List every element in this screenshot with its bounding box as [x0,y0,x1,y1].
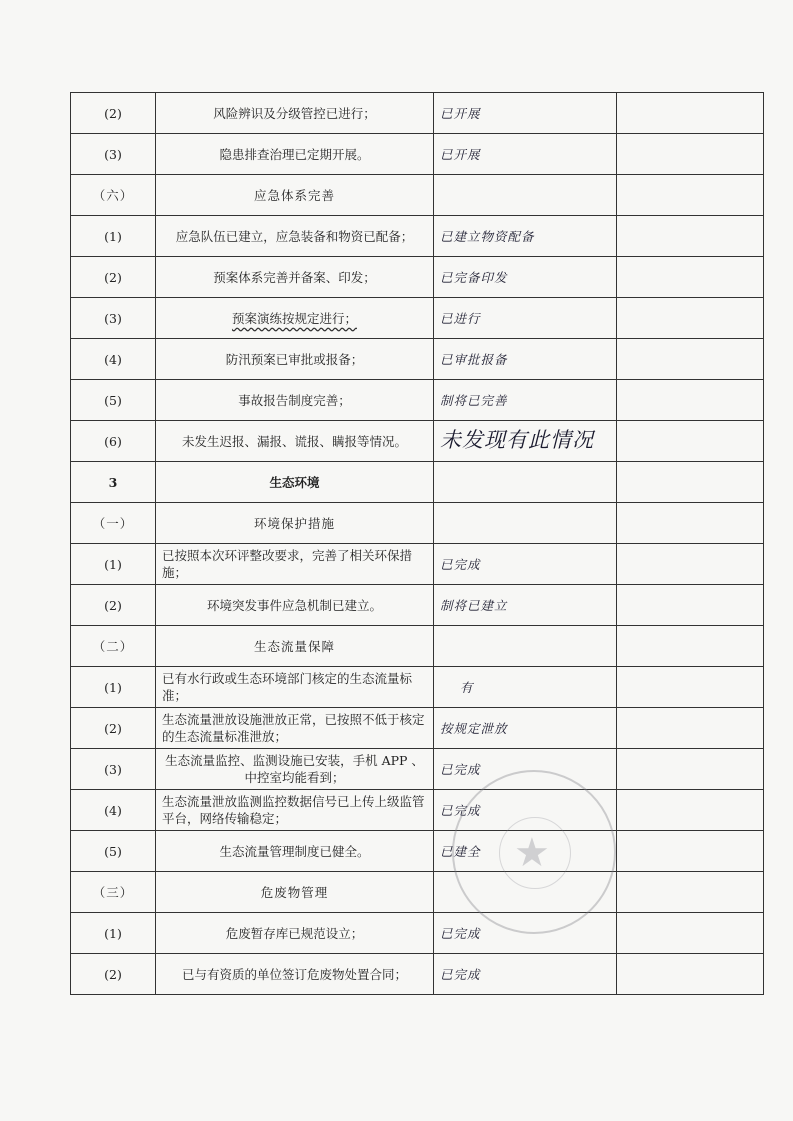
row-item: 预案体系完善并备案、印发； [156,257,434,298]
remark-cell [617,585,764,626]
remark-cell [617,339,764,380]
remark-cell [617,298,764,339]
remark-cell [617,421,764,462]
table-row [71,298,764,339]
row-item [156,298,434,339]
chapter-number: 3 [71,462,156,503]
row-number: (1) [71,913,156,954]
remark-cell [617,216,764,257]
row-item: 危废暂存库已规范设立； [156,913,434,954]
row-number: (4) [71,339,156,380]
chapter-row [71,462,764,503]
row-number: (2) [71,585,156,626]
section-number: （一） [71,503,156,544]
handwritten-result: 已完成 [434,954,617,995]
remark-cell [617,667,764,708]
row-item: 风险辨识及分级管控已进行； [156,93,434,134]
section-number: （六） [71,175,156,216]
table-row [71,913,764,954]
handwritten-result: 已开展 [434,93,617,134]
row-item: 已有水行政或生态环境部门核定的生态流量标准； [156,667,434,708]
row-number: (2) [71,93,156,134]
inspection-table [70,92,764,995]
remark-cell [617,544,764,585]
row-number: (2) [71,257,156,298]
table-row [71,544,764,585]
row-number: (2) [71,708,156,749]
remark-cell [617,175,764,216]
row-number: (3) [71,298,156,339]
row-item: 生态流量泄放监测监控数据信号已上传上级监管平台，网络传输稳定； [156,790,434,831]
table-row [71,708,764,749]
handwritten-result: 已进行 [434,298,617,339]
handwritten-result: 已完成 [434,749,617,790]
remark-cell [617,134,764,175]
remark-cell [617,954,764,995]
remark-cell [617,257,764,298]
table-row [71,93,764,134]
row-number: (2) [71,954,156,995]
row-item: 生态流量管理制度已健全。 [156,831,434,872]
section-title: 环境保护措施 [156,503,434,544]
remark-cell [617,913,764,954]
row-number: (6) [71,421,156,462]
handwritten-result [434,175,617,216]
row-number: (3) [71,749,156,790]
row-item: 生态流量泄放设施泄放正常，已按照不低于核定的生态流量标准泄放； [156,708,434,749]
wavy-underlined-item: 预案演练按规定进行； [231,310,357,326]
row-item: 隐患排查治理已定期开展。 [156,134,434,175]
row-number: (1) [71,667,156,708]
section-row [71,626,764,667]
section-row [71,872,764,913]
row-number: (5) [71,831,156,872]
handwritten-result: 已完成 [434,544,617,585]
remark-cell [617,626,764,667]
row-number: (1) [71,544,156,585]
handwritten-result: 已完备印发 [434,257,617,298]
table-row [71,134,764,175]
section-row [71,503,764,544]
table-row [71,585,764,626]
remark-cell [617,93,764,134]
handwritten-result: 未发现有此情况 [434,421,617,462]
section-title: 危废物管理 [156,872,434,913]
section-title: 应急体系完善 [156,175,434,216]
section-title: 生态流量保障 [156,626,434,667]
remark-cell [617,462,764,503]
row-item: 环境突发事件应急机制已建立。 [156,585,434,626]
table-row [71,954,764,995]
chapter-title: 生态环境 [156,462,434,503]
handwritten-result [434,503,617,544]
table-row [71,339,764,380]
handwritten-result [434,462,617,503]
table-row [71,667,764,708]
seal-star-icon: ★ [514,830,550,876]
handwritten-result: 已建全 [434,831,617,872]
row-number: (4) [71,790,156,831]
table-row [71,421,764,462]
table-row [71,749,764,790]
handwritten-result: 已完成 [434,790,617,831]
remark-cell [617,749,764,790]
row-number: (5) [71,380,156,421]
handwritten-result: 已审批报备 [434,339,617,380]
remark-cell [617,380,764,421]
table-row [71,831,764,872]
remark-cell [617,708,764,749]
remark-cell [617,790,764,831]
row-item: 生态流量监控、监测设施已安装，手机 APP 、中控室均能看到； [156,749,434,790]
section-row [71,175,764,216]
remark-cell [617,503,764,544]
table-row [71,380,764,421]
handwritten-result: 有 [434,667,617,708]
section-number: （三） [71,872,156,913]
row-number: (1) [71,216,156,257]
handwritten-result [434,872,617,913]
table-row [71,790,764,831]
handwritten-result: 已完成 [434,913,617,954]
row-item: 已按照本次环评整改要求，完善了相关环保措施； [156,544,434,585]
table-row [71,257,764,298]
row-item: 防汛预案已审批或报备； [156,339,434,380]
handwritten-result: 已建立物资配备 [434,216,617,257]
section-number: （二） [71,626,156,667]
row-item: 事故报告制度完善； [156,380,434,421]
row-item: 已与有资质的单位签订危废物处置合同； [156,954,434,995]
handwritten-result: 制将已完善 [434,380,617,421]
table-row [71,216,764,257]
remark-cell [617,831,764,872]
handwritten-result: 制将已建立 [434,585,617,626]
row-item: 应急队伍已建立，应急装备和物资已配备； [156,216,434,257]
remark-cell [617,872,764,913]
handwritten-result: 已开展 [434,134,617,175]
row-item: 未发生迟报、漏报、谎报、瞒报等情况。 [156,421,434,462]
handwritten-result [434,626,617,667]
row-number: (3) [71,134,156,175]
handwritten-result: 按规定泄放 [434,708,617,749]
